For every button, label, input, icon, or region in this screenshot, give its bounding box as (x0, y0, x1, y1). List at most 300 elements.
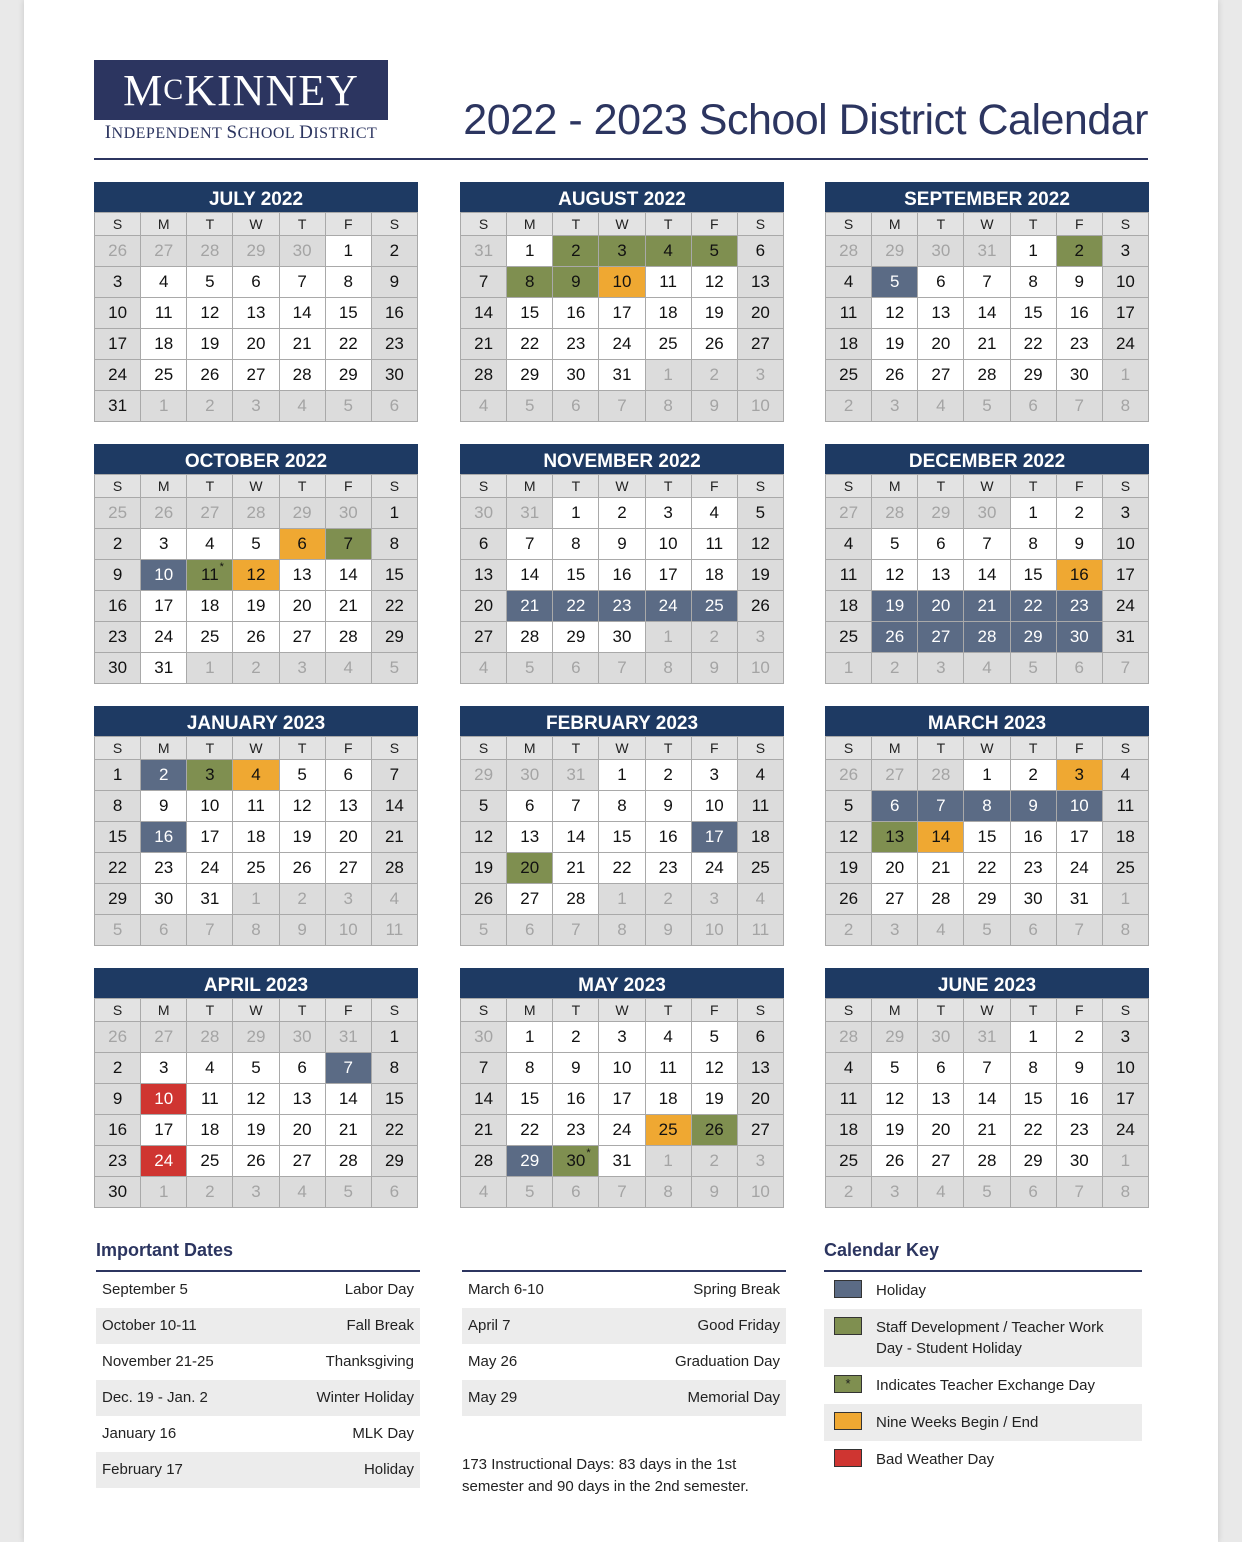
day-cell: 5 (872, 529, 918, 560)
day-cell: 20 (872, 853, 918, 884)
month-october-2022 (94, 444, 418, 684)
weekday-label: S (826, 999, 872, 1022)
day-cell-adjacent: 31 (461, 236, 507, 267)
day-cell: 26 (872, 360, 918, 391)
weekday-label: T (918, 213, 964, 236)
day-cell: 21 (507, 591, 553, 622)
day-cell: 7 (326, 529, 372, 560)
day-cell: 20 (918, 1115, 964, 1146)
day-cell: 31 (599, 360, 645, 391)
day-cell: 7 (326, 1053, 372, 1084)
day-cell: 2 (1057, 1022, 1103, 1053)
day-cell: 26 (692, 329, 738, 360)
day-cell: 6 (461, 529, 507, 560)
day-cell-adjacent: 1 (826, 653, 872, 684)
weekday-label: T (280, 475, 326, 498)
day-cell: 14 (964, 560, 1010, 591)
day-cell: 23 (599, 591, 645, 622)
day-cell-adjacent: 2 (233, 653, 279, 684)
day-cell: 18 (141, 329, 187, 360)
day-cell: 6 (280, 1053, 326, 1084)
day-cell: 18 (187, 1115, 233, 1146)
day-cell: 10 (599, 1053, 645, 1084)
day-cell-adjacent: 2 (692, 622, 738, 653)
day-cell: 11 (738, 791, 784, 822)
month-title: SEPTEMBER 2022 (825, 182, 1149, 212)
day-cell: 25 (692, 591, 738, 622)
day-cell: 14 (964, 1084, 1010, 1115)
weekday-label: S (372, 737, 418, 760)
day-cell: 23 (372, 329, 418, 360)
month-december-2022 (825, 444, 1149, 684)
weekday-label: S (1103, 213, 1149, 236)
day-cell-adjacent: 5 (507, 1177, 553, 1208)
day-cell: 18 (826, 591, 872, 622)
day-cell: 17 (646, 560, 692, 591)
month-title: MAY 2023 (460, 968, 784, 998)
weekday-label: S (95, 999, 141, 1022)
day-cell: 15 (372, 560, 418, 591)
event-text: Holiday (363, 1461, 414, 1478)
day-cell: 21 (461, 1115, 507, 1146)
day-cell: 23 (1057, 329, 1103, 360)
day-cell: 4 (1103, 760, 1149, 791)
day-cell-adjacent: 1 (1103, 884, 1149, 915)
day-cell: 20 (738, 1084, 784, 1115)
day-cell: 31 (141, 653, 187, 684)
day-cell: 1 (599, 760, 645, 791)
day-cell: 15 (507, 298, 553, 329)
day-cell: 18 (826, 329, 872, 360)
day-cell-adjacent: 25 (95, 498, 141, 529)
day-cell: 4 (826, 529, 872, 560)
day-cell-adjacent: 31 (507, 498, 553, 529)
day-cell: 8 (1011, 267, 1057, 298)
day-cell: 27 (738, 329, 784, 360)
key-label: Nine Weeks Begin / End (876, 1414, 1039, 1431)
day-cell: 23 (1011, 853, 1057, 884)
day-cell: 13 (280, 560, 326, 591)
date-text: November 21-25 (102, 1353, 214, 1370)
day-cell: 4 (646, 236, 692, 267)
day-cell: 25 (646, 329, 692, 360)
day-cell: 9 (553, 1053, 599, 1084)
day-cell: 25 (826, 622, 872, 653)
weekday-label: T (553, 737, 599, 760)
day-cell: 6 (738, 1022, 784, 1053)
day-cell: 17 (141, 591, 187, 622)
day-cell: 4 (826, 267, 872, 298)
weekday-label: T (187, 213, 233, 236)
day-cell: 20 (918, 591, 964, 622)
day-cell: 26 (692, 1115, 738, 1146)
weekday-label: S (95, 737, 141, 760)
day-cell: 10 (599, 267, 645, 298)
day-cell: 19 (872, 591, 918, 622)
day-cell: 29 (372, 1146, 418, 1177)
day-cell-adjacent: 10 (738, 653, 784, 684)
weekday-label: T (187, 737, 233, 760)
day-cell: 9 (599, 529, 645, 560)
weekday-label: S (372, 213, 418, 236)
day-cell-adjacent: 9 (692, 653, 738, 684)
month-january-2023 (94, 706, 418, 946)
day-cell-adjacent: 7 (599, 391, 645, 422)
month-title: JANUARY 2023 (94, 706, 418, 736)
day-cell: 16 (1057, 560, 1103, 591)
day-cell-adjacent: 31 (326, 1022, 372, 1053)
day-cell-adjacent: 6 (553, 391, 599, 422)
day-cell: 13 (738, 267, 784, 298)
day-cell-adjacent: 2 (826, 915, 872, 946)
day-cell: 13 (918, 560, 964, 591)
logo-subtitle: INDEPENDENT SCHOOL DISTRICT (104, 122, 378, 143)
day-cell-adjacent: 3 (872, 915, 918, 946)
day-cell: 7 (964, 529, 1010, 560)
day-cell-adjacent: 27 (826, 498, 872, 529)
day-cell: 6 (233, 267, 279, 298)
day-cell: 4 (646, 1022, 692, 1053)
day-cell: 19 (280, 822, 326, 853)
day-cell-adjacent: 1 (1103, 360, 1149, 391)
date-text: January 16 (102, 1425, 177, 1442)
month-title: MARCH 2023 (825, 706, 1149, 736)
weekday-label: M (141, 475, 187, 498)
day-cell-adjacent: 5 (95, 915, 141, 946)
weekday-label: W (964, 999, 1010, 1022)
day-cell: 9 (372, 267, 418, 298)
weekday-label: S (1103, 999, 1149, 1022)
day-cell: 22 (1011, 1115, 1057, 1146)
day-cell-adjacent: 3 (326, 884, 372, 915)
date-text: Dec. 19 - Jan. 2 (102, 1389, 208, 1406)
day-cell: 19 (233, 591, 279, 622)
date-text: September 5 (102, 1281, 188, 1298)
day-cell: 18 (1103, 822, 1149, 853)
day-cell: 27 (280, 622, 326, 653)
date-text: March 6-10 (468, 1281, 544, 1298)
day-cell: 28 (964, 622, 1010, 653)
day-cell: 6 (738, 236, 784, 267)
weekday-label: M (507, 737, 553, 760)
day-cell: 1 (507, 1022, 553, 1053)
day-cell: 2 (372, 236, 418, 267)
day-cell-adjacent: 3 (233, 1177, 279, 1208)
day-cell-adjacent: 4 (738, 884, 784, 915)
weekday-label: T (187, 999, 233, 1022)
weekday-label: M (507, 475, 553, 498)
day-cell: 28 (326, 1146, 372, 1177)
month-july-2022 (94, 182, 418, 422)
day-cell-adjacent: 26 (95, 236, 141, 267)
day-cell: 25 (646, 1115, 692, 1146)
day-cell: 20 (280, 591, 326, 622)
day-cell-adjacent: 31 (964, 236, 1010, 267)
day-cell: 8 (507, 267, 553, 298)
day-cell-adjacent: 8 (1103, 1177, 1149, 1208)
month-august-2022 (460, 182, 784, 422)
day-cell: 3 (599, 236, 645, 267)
day-cell: 15 (1011, 298, 1057, 329)
weekday-label: F (1057, 999, 1103, 1022)
day-cell: 18 (233, 822, 279, 853)
day-cell: 12 (692, 1053, 738, 1084)
day-cell: 28 (280, 360, 326, 391)
day-cell: 7 (918, 791, 964, 822)
day-cell: 30 (1057, 622, 1103, 653)
weekday-label: T (918, 999, 964, 1022)
instructional-days-note: 173 Instructional Days: 83 days in the 1st semester and 90 days in the 2nd semester. (462, 1456, 749, 1495)
day-cell: 30 * (553, 1146, 599, 1177)
day-cell-adjacent: 7 (1057, 1177, 1103, 1208)
day-cell: 25 (187, 1146, 233, 1177)
day-cell: 16 (553, 298, 599, 329)
month-grid (825, 736, 1149, 946)
day-cell: 16 (1057, 1084, 1103, 1115)
weekday-label: M (507, 213, 553, 236)
weekday-label: W (233, 999, 279, 1022)
day-cell: 15 (372, 1084, 418, 1115)
day-cell: 8 (1011, 529, 1057, 560)
teacher-exchange-marker: * (586, 1147, 591, 1159)
important-date-row (462, 1344, 786, 1380)
day-cell: 16 (1011, 822, 1057, 853)
day-cell: 14 (326, 560, 372, 591)
day-cell: 26 (826, 884, 872, 915)
month-title: OCTOBER 2022 (94, 444, 418, 474)
day-cell: 23 (95, 1146, 141, 1177)
day-cell-adjacent: 1 (141, 1177, 187, 1208)
day-cell-adjacent: 30 (280, 1022, 326, 1053)
day-cell: 14 (326, 1084, 372, 1115)
day-cell-adjacent: 8 (599, 915, 645, 946)
day-cell-adjacent: 6 (372, 391, 418, 422)
day-cell: 15 (507, 1084, 553, 1115)
day-cell-adjacent: 3 (918, 653, 964, 684)
day-cell: 10 (1057, 791, 1103, 822)
key-item-staff (824, 1309, 1142, 1367)
weekday-label: M (141, 213, 187, 236)
day-cell: 9 (1057, 267, 1103, 298)
day-cell: 17 (1103, 1084, 1149, 1115)
day-cell-adjacent: 3 (738, 622, 784, 653)
day-cell: 27 (918, 1146, 964, 1177)
day-cell-adjacent: 7 (187, 915, 233, 946)
day-cell: 5 (692, 236, 738, 267)
day-cell-adjacent: 26 (141, 498, 187, 529)
day-cell-adjacent: 5 (964, 391, 1010, 422)
day-cell-adjacent: 4 (326, 653, 372, 684)
day-cell: 6 (918, 267, 964, 298)
day-cell: 16 (1057, 298, 1103, 329)
month-title: JUNE 2023 (825, 968, 1149, 998)
day-cell: 25 (1103, 853, 1149, 884)
day-cell: 2 (1057, 236, 1103, 267)
day-cell: 12 (692, 267, 738, 298)
day-cell: 16 (599, 560, 645, 591)
day-cell: 2 (553, 1022, 599, 1053)
day-cell: 27 (461, 622, 507, 653)
weekday-label: F (326, 213, 372, 236)
day-cell: 29 (372, 622, 418, 653)
important-date-row (462, 1308, 786, 1344)
day-cell-adjacent: 6 (507, 915, 553, 946)
day-cell: 2 (1057, 498, 1103, 529)
day-cell: 19 (738, 560, 784, 591)
event-text: Memorial Day (687, 1389, 780, 1406)
day-cell: 12 (872, 560, 918, 591)
day-cell: 1 (95, 760, 141, 791)
weekday-label: S (95, 213, 141, 236)
day-cell: 24 (141, 622, 187, 653)
day-cell: 8 (95, 791, 141, 822)
day-cell: 26 (461, 884, 507, 915)
day-cell: 8 (372, 1053, 418, 1084)
day-cell-adjacent: 7 (1057, 391, 1103, 422)
day-cell: 16 (95, 591, 141, 622)
day-cell: 13 (738, 1053, 784, 1084)
day-cell: 20 (507, 853, 553, 884)
day-cell: 15 (1011, 560, 1057, 591)
day-cell: 9 (646, 791, 692, 822)
day-cell: 3 (141, 1053, 187, 1084)
important-dates-list-right (462, 1270, 786, 1416)
month-grid (825, 212, 1149, 422)
day-cell: 12 (187, 298, 233, 329)
day-cell: 24 (141, 1146, 187, 1177)
day-cell: 25 (141, 360, 187, 391)
day-cell: 11 (692, 529, 738, 560)
logo-name: MCKINNEY (123, 66, 359, 115)
weekday-label: S (826, 213, 872, 236)
month-title: DECEMBER 2022 (825, 444, 1149, 474)
day-cell: 14 (280, 298, 326, 329)
day-cell: 24 (1057, 853, 1103, 884)
day-cell-adjacent: 31 (553, 760, 599, 791)
day-cell-adjacent: 3 (233, 391, 279, 422)
day-cell: 22 (95, 853, 141, 884)
day-cell: 27 (738, 1115, 784, 1146)
day-cell-adjacent: 30 (918, 1022, 964, 1053)
day-cell: 30 (1011, 884, 1057, 915)
day-cell: 3 (95, 267, 141, 298)
day-cell: 12 (461, 822, 507, 853)
day-cell: 27 (872, 884, 918, 915)
day-cell: 18 (692, 560, 738, 591)
day-cell-adjacent: 3 (280, 653, 326, 684)
day-cell-adjacent: 4 (372, 884, 418, 915)
month-grid (460, 474, 784, 684)
day-cell: 11 (233, 791, 279, 822)
day-cell: 1 (1011, 236, 1057, 267)
day-cell: 20 (738, 298, 784, 329)
day-cell-adjacent: 5 (326, 1177, 372, 1208)
key-swatch: * (834, 1375, 862, 1393)
day-cell: 31 (1103, 622, 1149, 653)
day-cell: 23 (553, 329, 599, 360)
month-november-2022 (460, 444, 784, 684)
day-cell: 24 (692, 853, 738, 884)
day-cell: 10 (141, 1084, 187, 1115)
day-cell: 16 (95, 1115, 141, 1146)
important-dates-list-left (96, 1270, 420, 1488)
weekday-label: T (553, 999, 599, 1022)
weekday-label: T (280, 999, 326, 1022)
day-cell: 19 (826, 853, 872, 884)
day-cell-adjacent: 8 (1103, 391, 1149, 422)
day-cell-adjacent: 6 (1057, 653, 1103, 684)
day-cell: 2 (553, 236, 599, 267)
day-cell-adjacent: 1 (646, 622, 692, 653)
month-grid (94, 998, 418, 1208)
day-cell-adjacent: 1 (646, 1146, 692, 1177)
day-cell-adjacent: 9 (280, 915, 326, 946)
day-cell-adjacent: 1 (1103, 1146, 1149, 1177)
day-cell: 6 (326, 760, 372, 791)
day-cell: 22 (507, 329, 553, 360)
month-grid (825, 998, 1149, 1208)
day-cell: 23 (141, 853, 187, 884)
day-cell-adjacent: 26 (826, 760, 872, 791)
day-cell: 2 (95, 529, 141, 560)
day-cell: 22 (1011, 329, 1057, 360)
day-cell: 18 (646, 298, 692, 329)
day-cell: 9 (95, 1084, 141, 1115)
day-cell: 1 (507, 236, 553, 267)
day-cell: 17 (1103, 298, 1149, 329)
day-cell: 23 (553, 1115, 599, 1146)
day-cell-adjacent: 7 (553, 915, 599, 946)
important-date-row (462, 1272, 786, 1308)
day-cell: 5 (461, 791, 507, 822)
day-cell: 4 (233, 760, 279, 791)
day-cell: 9 (141, 791, 187, 822)
weekday-label: M (507, 999, 553, 1022)
day-cell: 27 (326, 853, 372, 884)
day-cell-adjacent: 4 (461, 1177, 507, 1208)
weekday-label: S (1103, 737, 1149, 760)
day-cell-adjacent: 4 (918, 1177, 964, 1208)
weekday-label: T (280, 737, 326, 760)
day-cell: 28 (461, 360, 507, 391)
day-cell: 6 (872, 791, 918, 822)
day-cell: 11 (646, 1053, 692, 1084)
day-cell: 6 (507, 791, 553, 822)
day-cell: 28 (964, 1146, 1010, 1177)
day-cell: 28 (918, 884, 964, 915)
day-cell: 23 (1057, 1115, 1103, 1146)
day-cell: 30 (553, 360, 599, 391)
day-cell: 3 (141, 529, 187, 560)
day-cell: 12 (233, 1084, 279, 1115)
day-cell-adjacent: 29 (872, 1022, 918, 1053)
day-cell: 26 (872, 622, 918, 653)
day-cell: 21 (964, 329, 1010, 360)
weekday-label: F (692, 737, 738, 760)
day-cell: 2 (646, 760, 692, 791)
day-cell: 19 (872, 329, 918, 360)
day-cell: 22 (1011, 591, 1057, 622)
day-cell-adjacent: 26 (95, 1022, 141, 1053)
day-cell-adjacent: 7 (599, 1177, 645, 1208)
key-item-holiday (824, 1272, 1142, 1309)
day-cell: 20 (918, 329, 964, 360)
weekday-label: T (1011, 999, 1057, 1022)
day-cell: 8 (553, 529, 599, 560)
calendar-key (824, 1270, 1142, 1478)
day-cell-adjacent: 6 (553, 1177, 599, 1208)
day-cell: 27 (918, 622, 964, 653)
